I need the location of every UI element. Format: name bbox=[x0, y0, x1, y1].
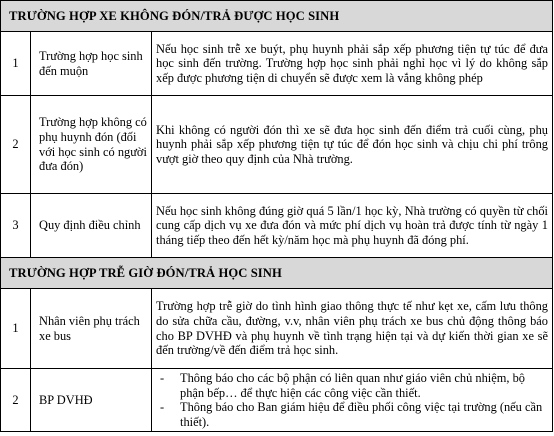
row-number: 3 bbox=[1, 194, 31, 258]
row-description: Nếu học sinh không đúng giờ quá 5 lần/1 học kỳ, Nhà trường có quyền từ chối cung cấp dịch vụ xe đưa đón và mức phí dịch vụ hoàn trả được tính từ ngày 1 tháng tiếp theo đến hết kỳ/năm học mà phụ huynh đã đóng phí. bbox=[152, 194, 553, 258]
row-label: Quy định điều chỉnh bbox=[31, 194, 152, 258]
table-row bbox=[1, 369, 553, 432]
row-description: Nếu học sinh trễ xe buýt, phụ huynh phải sắp xếp phương tiện tự túc để đưa học sinh đến trường. Trường hợp học sinh phải nghỉ học vì lý do không sắp xếp được phương tiện di chuyển sẽ được xem là vắng không phép bbox=[152, 32, 553, 96]
table-row bbox=[1, 194, 553, 258]
row-label: Nhân viên phụ trách xe bus bbox=[31, 289, 152, 369]
row-number: 1 bbox=[1, 289, 31, 369]
section-title: TRƯỜNG HỢP TRỄ GIỜ ĐÓN/TRẢ HỌC SINH bbox=[1, 258, 553, 289]
bullet-item: - Thông báo cho Ban giám hiệu để điều phối công việc tại trường (nếu cần thiết). bbox=[156, 400, 548, 429]
table-row bbox=[1, 32, 553, 96]
row-description bbox=[152, 369, 553, 432]
bullet-item: - Thông báo cho các bộ phận có liên quan như giáo viên chủ nhiệm, bộ phận bếp… để thực hiện các công việc cần thiết. bbox=[156, 371, 548, 400]
row-label: Trường hợp học sinh đến muộn bbox=[31, 32, 152, 96]
section-header-late-pickup bbox=[1, 258, 553, 289]
table-row bbox=[1, 96, 553, 194]
bullet-list bbox=[156, 371, 548, 429]
row-description: Khi không có người đón thì xe sẽ đưa học sinh đến điểm trả cuối cùng, phụ huynh phải sắp xếp phương tiện tự túc để đón học sinh và chịu chi phí trông vượt giờ theo quy định của Nhà trường. bbox=[152, 96, 553, 194]
row-number: 2 bbox=[1, 369, 31, 432]
row-number: 1 bbox=[1, 32, 31, 96]
row-number: 2 bbox=[1, 96, 31, 194]
table-row bbox=[1, 289, 553, 369]
section-header-no-pickup bbox=[1, 1, 553, 32]
row-label: BP DVHĐ bbox=[31, 369, 152, 432]
row-description: Trường hợp trễ giờ do tình hình giao thông thực tế như kẹt xe, cấm lưu thông do sửa chữa cầu, đường, v.v, nhân viên phụ trách xe bus chủ động thông báo cho BP DVHĐ và phụ huynh về tình trạng hiện tại và dự kiến thời gian xe sẽ đến trường/về đến điểm trả học sinh. bbox=[152, 289, 553, 369]
row-label: Trường hợp không có phụ huynh đón (đối với học sinh có người đưa đón) bbox=[31, 96, 152, 194]
section-title: TRƯỜNG HỢP XE KHÔNG ĐÓN/TRẢ ĐƯỢC HỌC SINH bbox=[1, 1, 553, 32]
